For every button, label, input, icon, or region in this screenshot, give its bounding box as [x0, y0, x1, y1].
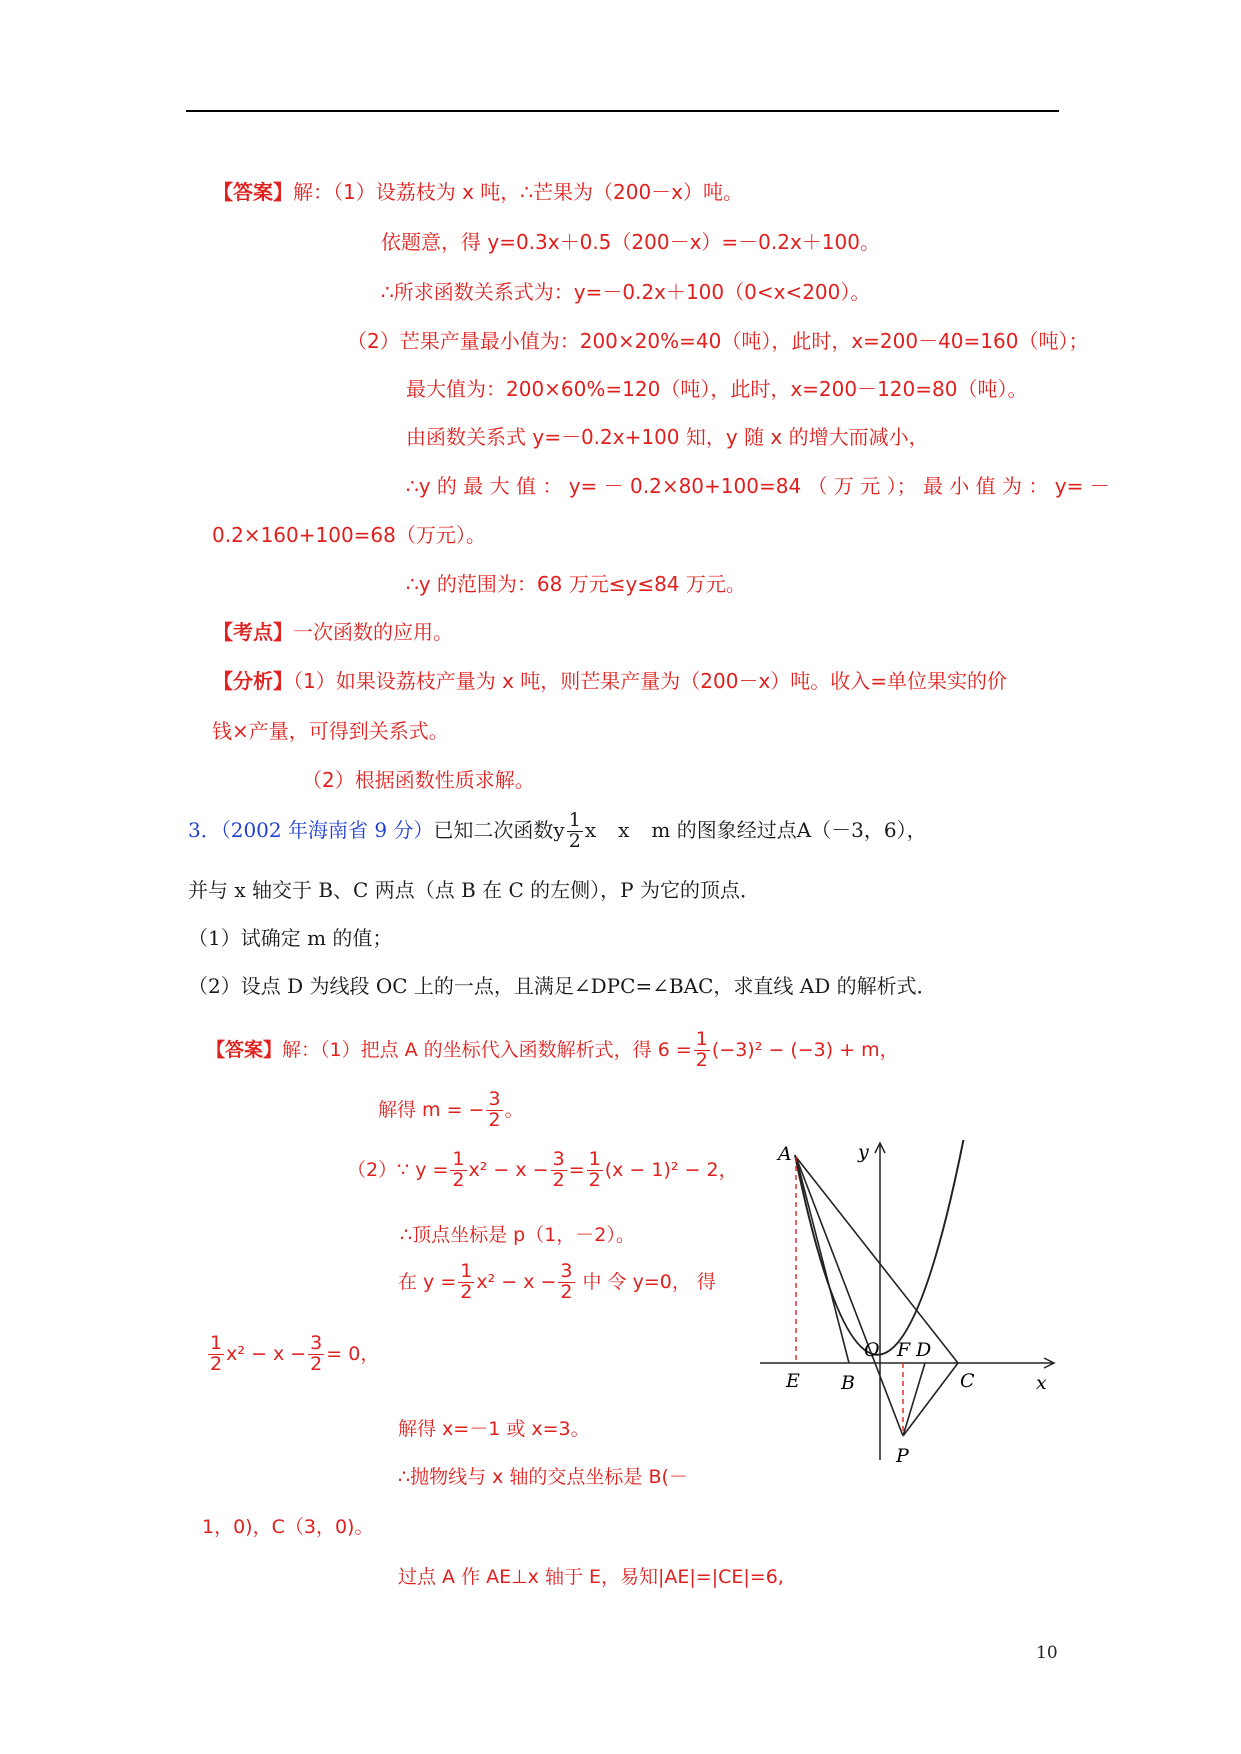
- fenxi-line3: （2）根据函数性质求解。: [302, 768, 535, 792]
- label-F: F: [897, 1339, 911, 1361]
- answer3-line1: 【答案】解：（1）把点 A 的坐标代入函数解析式，得 6 = $\frac{1}{2}$ (−3)² − (−3) + m，: [206, 1028, 899, 1071]
- answer3-line2: 解得 m = − $\frac{3}{2}$ 。: [378, 1088, 524, 1131]
- answer1-line1: 【答案】解：（1）设荔枝为 x 吨，∴芒果为（200－x）吨。: [213, 180, 744, 204]
- answer3-line9: 1，0)，C（3，0)。: [202, 1516, 374, 1538]
- segment-PC: [903, 1363, 958, 1436]
- answer1-line4: （2）芒果产量最小值为：200×20%=40（吨），此时，x=200－40=160（吨）；: [347, 329, 1089, 353]
- answer-tag: 【答案】: [213, 180, 293, 204]
- problem3-question2: （2）设点 D 为线段 OC 上的一点，且满足∠DPC=∠BAC，求直线 AD 的解析式．: [188, 974, 937, 998]
- answer1-line3: ∴所求函数关系式为：y=－0.2x＋100（0<x<200）。: [381, 280, 871, 304]
- answer1-line2: 依题意，得 y=0.3x＋0.5（200－x）=－0.2x＋100。: [381, 230, 880, 254]
- answer1-line9: ∴y 的范围为：68 万元≤y≤84 万元。: [406, 572, 746, 596]
- segment-AP: [796, 1157, 903, 1436]
- parabola-figure: [760, 1140, 1060, 1485]
- problem-number: 3．: [188, 817, 221, 842]
- problem-source: （2002 年海南省 9 分）: [220, 817, 434, 842]
- fenxi-line1: 【分析】（1）如果设荔枝产量为 x 吨，则芒果产量为（200－x）吨。收入=单位果实的价: [213, 669, 1008, 693]
- label-P: P: [896, 1445, 909, 1467]
- label-A: A: [778, 1143, 792, 1165]
- answer3-line4: ∴顶点坐标是 p（1，－2）。: [400, 1224, 635, 1246]
- label-x: x: [1036, 1372, 1047, 1394]
- kaodian-tag: 【考点】: [213, 620, 293, 644]
- fenxi-tag: 【分析】: [213, 669, 293, 693]
- answer3-line6: $\frac{1}{2}$ x² − x − $\frac{3}{2}$ = 0，: [210, 1332, 380, 1375]
- label-D: D: [916, 1339, 932, 1361]
- answer3-line7: 解得 x=－1 或 x=3。: [398, 1418, 590, 1440]
- label-O: O: [864, 1339, 880, 1361]
- fraction-half: $\frac{1}{2}$: [568, 809, 581, 852]
- problem3-question1: （1）试确定 m 的值；: [188, 926, 393, 950]
- answer3-line8: ∴抛物线与 x 轴的交点坐标是 B(－: [398, 1466, 688, 1488]
- answer1-line5: 最大值为：200×60%=120（吨），此时，x=200－120=80（吨）。: [406, 377, 1028, 401]
- label-E: E: [786, 1370, 800, 1392]
- segment-PD: [903, 1363, 925, 1436]
- segment-AB: [796, 1157, 849, 1363]
- answer-tag: 【答案】: [206, 1038, 283, 1061]
- label-B: B: [841, 1372, 855, 1394]
- answer3-line10: 过点 A 作 AE⊥x 轴于 E，易知|AE|=|CE|=6,: [398, 1566, 784, 1588]
- page-number: 10: [1036, 1643, 1058, 1663]
- problem3-line1: 3．（2002 年海南省 9 分）已知二次函数y $\frac{1}{2}$ x x m 的图象经过点A（－3，6），: [188, 809, 927, 852]
- answer1-line8: 0.2×160+100=68（万元）。: [212, 523, 486, 547]
- label-y: y: [858, 1141, 869, 1163]
- kaodian-line: 【考点】一次函数的应用。: [213, 620, 453, 644]
- header-rule: [186, 110, 1059, 112]
- answer1-line6: 由函数关系式 y=－0.2x+100 知，y 随 x 的增大而减小，: [406, 425, 929, 449]
- fenxi-line2: 钱×产量，可得到关系式。: [212, 719, 449, 743]
- label-C: C: [960, 1370, 975, 1392]
- problem3-line2: 并与 x 轴交于 B、C 两点（点 B 在 C 的左侧），P 为它的顶点．: [188, 878, 760, 902]
- answer3-line5: 在 y = $\frac{1}{2}$ x² − x − $\frac{3}{2}$ 中 令 y=0， 得: [398, 1260, 716, 1303]
- answer1-line7: ∴y 的 最 大 值 ： y= － 0.2×80+100=84 （ 万 元 ）； 最 小 值 为 ： y= －: [406, 474, 1110, 498]
- answer3-line3: （2）∵ y = $\frac{1}{2}$ x² − x − $\frac{3}{2}$ = $\frac{1}{2}$ (x − 1)² − 2，: [347, 1148, 738, 1191]
